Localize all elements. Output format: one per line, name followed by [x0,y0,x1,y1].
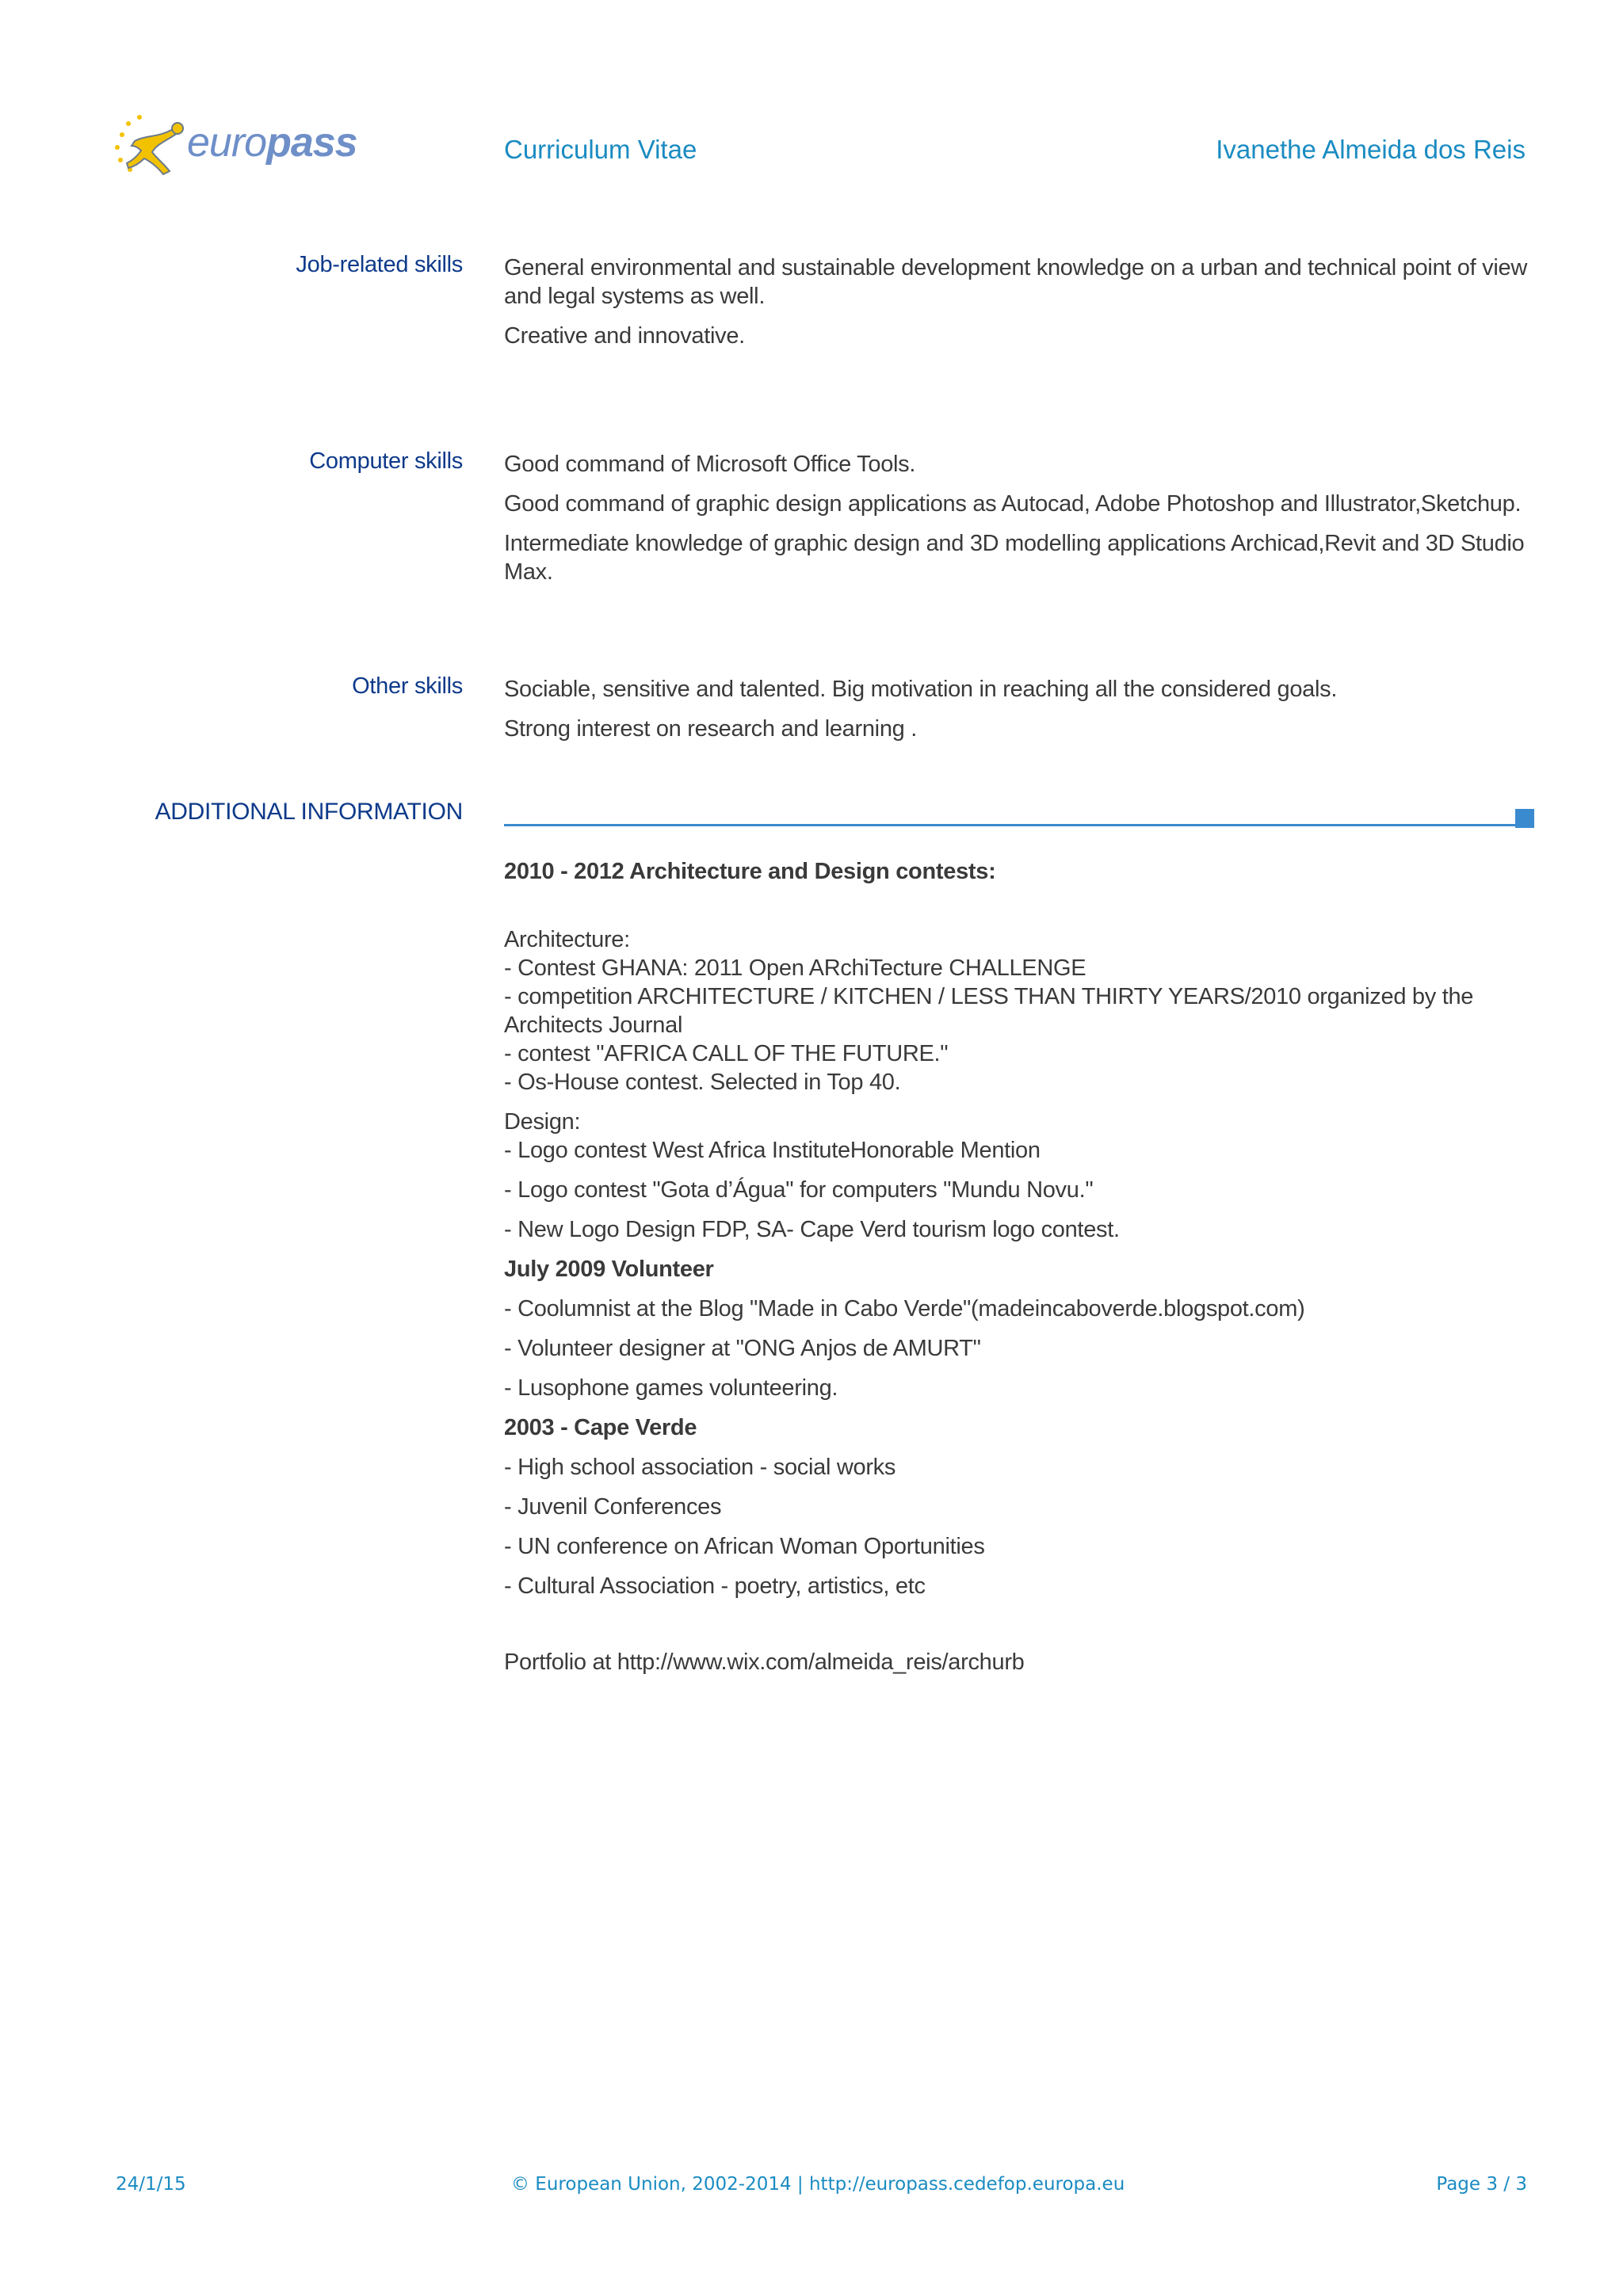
additional-information-content [504,857,1534,1688]
list-item: - Juvenil Conferences [504,1494,722,1520]
list-item: - Contest GHANA: 2011 Open ARchiTecture CHALLENGE [504,955,1086,981]
list-item: - Volunteer designer at "ONG Anjos de AMURT" [504,1336,981,1361]
footer-date: 24/1/15 [116,2174,186,2195]
volunteer-heading: July 2009 Volunteer [504,1257,714,1282]
computer-skills-label: Computer skills [309,448,463,474]
portfolio-line: Portfolio at http://www.wix.com/almeida_reis/archurb [504,1650,1025,1675]
europass-logo-text: europass [187,120,357,166]
paragraph: Good command of graphic design applications as Autocad, Adobe Photoshop and Illustrator,Sketchup. [504,491,1522,517]
cv-title: Curriculum Vitae [504,135,697,164]
list-item: - New Logo Design FDP, SA- Cape Verd tourism logo contest. [504,1217,1120,1242]
job-related-skills-label: Job-related skills [296,252,463,277]
list-item: - Cultural Association - poetry, artistics, etc [504,1573,926,1599]
other-skills-content [504,675,1534,754]
list-item: - Lusophone games volunteering. [504,1375,838,1401]
list-item: - Logo contest West Africa InstituteHonorable Mention [504,1138,1041,1163]
other-skills-label: Other skills [352,673,463,699]
footer-copyright: © European Union, 2002-2014 | http://europass.cedefop.europa.eu [511,2174,1125,2195]
section-divider [504,824,1517,826]
list-item: - Coolumnist at the Blog "Made in Cabo Verde"(madeincaboverde.blogspot.com) [504,1296,1305,1322]
section-divider-square [1515,809,1534,828]
europass-star-figure-icon [111,111,190,182]
footer-page-number: Page 3 / 3 [1436,2174,1527,2195]
list-item: - UN conference on African Woman Oportunities [504,1534,985,1559]
contests-heading: 2010 - 2012 Architecture and Design contests: [504,859,996,884]
paragraph: Creative and innovative. [504,323,745,349]
paragraph: Good command of Microsoft Office Tools. [504,452,916,477]
paragraph: Intermediate knowledge of graphic design and 3D modelling applications Archicad,Revit and 3D Studio Max. [504,531,1525,585]
job-related-skills-content [504,254,1534,361]
paragraph: Sociable, sensitive and talented. Big motivation in reaching all the considered goals. [504,677,1338,702]
paragraph: Strong interest on research and learning . [504,716,917,742]
europass-logo [111,111,357,182]
list-item: - competition ARCHITECTURE / KITCHEN / LESS THAN THIRTY YEARS/2010 organized by the Architects Journal [504,984,1474,1038]
design-heading: Design: [504,1109,581,1135]
cape-verde-heading: 2003 - Cape Verde [504,1415,697,1440]
architecture-heading: Architecture: [504,927,630,952]
list-item: - High school association - social works [504,1455,896,1480]
computer-skills-content [504,450,1534,597]
cv-owner-name: Ivanethe Almeida dos Reis [1216,135,1526,164]
additional-information-heading: ADDITIONAL INFORMATION [155,799,463,825]
list-item: - Os-House contest. Selected in Top 40. [504,1070,901,1095]
list-item: - Logo contest "Gota d’Água" for computers "Mundu Novu." [504,1177,1094,1203]
paragraph: General environmental and sustainable development knowledge on a urban and technical point of view and legal systems as well. [504,255,1527,309]
list-item: - contest "AFRICA CALL OF THE FUTURE." [504,1041,949,1066]
